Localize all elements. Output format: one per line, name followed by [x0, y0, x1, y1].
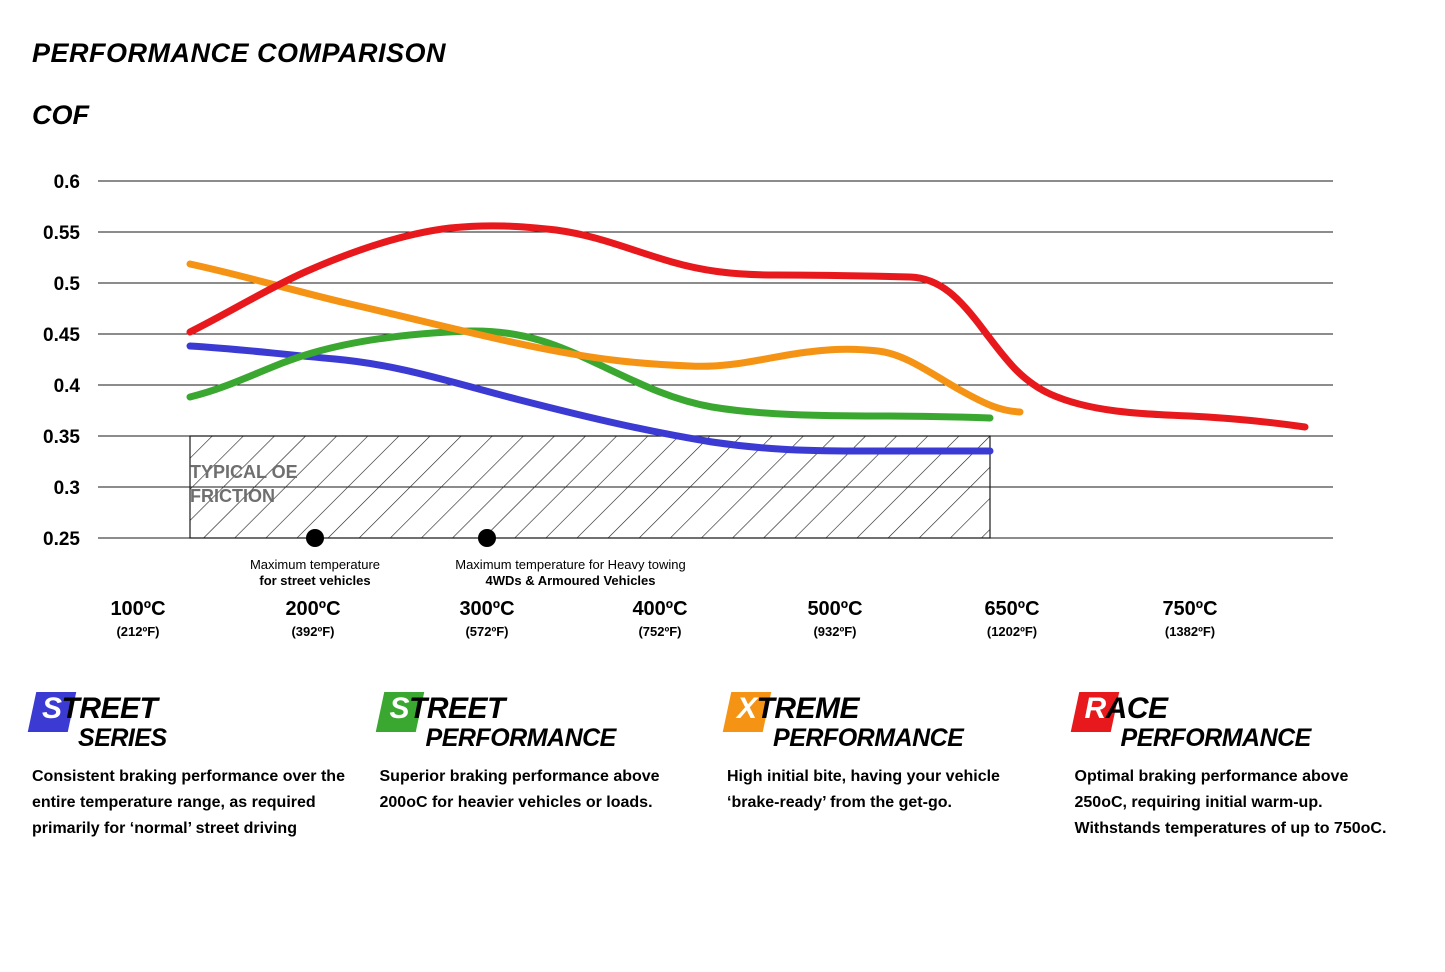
product-card-street-series: [32, 686, 380, 842]
oe-label-line1: TYPICAL OE: [190, 462, 298, 482]
logo-word1-text-race-performance: ACE: [1105, 692, 1168, 725]
logo-xtreme-performance: [727, 686, 1057, 756]
x-tick-100c-celsius: 100ºC: [110, 598, 166, 620]
x-tick-750c-celsius: 750ºC: [1162, 598, 1218, 620]
marker-dot-max-temp-towing: [478, 529, 496, 547]
y-tick-0: 0.6: [53, 172, 80, 193]
logo-word2-street-series: [78, 724, 167, 753]
marker-dot-max-temp-street: [306, 529, 324, 547]
annotation-max-temp-towing: [418, 557, 723, 590]
x-tick-100c-fahrenheit: (212ºF): [116, 624, 160, 639]
logo-word2-xtreme-performance: [773, 724, 963, 753]
logo-street-performance: [380, 686, 710, 756]
logo-word2-prefix-race-performance: P: [1120, 724, 1137, 752]
logo-race-performance: [1075, 686, 1405, 756]
x-tick-750c-fahrenheit: (1382ºF): [1164, 624, 1216, 639]
x-tick-500c: [755, 598, 915, 639]
chart-area: [0, 150, 1445, 580]
logo-word2-race-performance: [1121, 724, 1311, 753]
product-card-race-performance: [1075, 686, 1423, 842]
logo-badge-letter-street-performance: S: [389, 692, 410, 725]
product-description-race-performance: Optimal braking performance above 250oC, requiring initial warm-up. Withstands temperatures of up to 750oC.: [1074, 768, 1387, 837]
y-tick-5: 0.35: [43, 427, 80, 448]
logo-word2-text-race-performance: ERFORMANCE: [1136, 724, 1311, 752]
y-tick-7: 0.25: [43, 529, 80, 550]
x-tick-300c: [407, 598, 567, 639]
logo-word2-prefix-xtreme-performance: P: [773, 724, 790, 752]
logo-word1-race-performance: [1085, 692, 1168, 726]
logo-word2-text-street-series: ERIES: [94, 724, 167, 752]
series-line-xtreme-performance: [190, 264, 1020, 412]
page-title: PERFORMANCE COMPARISON: [32, 38, 447, 68]
annotation-towing-line1: Maximum temperature for Heavy towing: [455, 557, 686, 572]
logo-badge-letter-xtreme-performance: X: [737, 692, 757, 725]
logo-word1-text-street-performance: TREET: [409, 692, 505, 725]
logo-word2-street-performance: [426, 724, 616, 753]
logo-badge-letter-street-series: S: [42, 692, 62, 725]
x-tick-300c-fahrenheit: (572ºF): [465, 624, 509, 639]
product-description-street-performance: Superior braking performance above 200oC for heavier vehicles or loads.: [379, 768, 660, 811]
y-tick-2: 0.5: [53, 274, 80, 295]
x-tick-300c-celsius: 300ºC: [459, 598, 515, 620]
typical-oe-friction-label: [190, 460, 298, 509]
x-tick-400c-fahrenheit: (752ºF): [638, 624, 682, 639]
x-tick-500c-fahrenheit: (932ºF): [813, 624, 857, 639]
logo-word1-text-xtreme-performance: TREME: [756, 692, 860, 725]
x-tick-400c: [580, 598, 740, 639]
y-axis-title: COF: [32, 100, 89, 130]
y-tick-1: 0.55: [43, 223, 80, 244]
x-tick-100c: [58, 598, 218, 639]
x-tick-500c-celsius: 500ºC: [807, 598, 863, 620]
series-line-street-performance: [190, 331, 990, 418]
product-description-xtreme-performance: High initial bite, having your vehicle ‘brake-ready’ from the get-go.: [727, 768, 1000, 811]
x-tick-650c: [932, 598, 1092, 639]
logo-word1-xtreme-performance: [737, 692, 859, 726]
logo-badge-letter-race-performance: R: [1084, 692, 1106, 725]
chart-svg: [0, 150, 1445, 580]
x-tick-200c: [233, 598, 393, 639]
x-tick-650c-fahrenheit: (1202ºF): [986, 624, 1038, 639]
x-tick-650c-celsius: 650ºC: [984, 598, 1040, 620]
x-tick-200c-celsius: 200ºC: [285, 598, 341, 620]
annotation-towing-line2: 4WDs & Armoured Vehicles: [485, 573, 656, 589]
product-card-street-performance: [380, 686, 728, 842]
y-tick-6: 0.3: [53, 478, 80, 499]
annotation-street-line2: for street vehicles: [259, 573, 371, 589]
series-line-race-performance: [190, 226, 1305, 427]
x-axis-labels: [0, 598, 1445, 658]
product-legend: [32, 686, 1422, 842]
annotation-street-line1: Maximum temperature: [249, 557, 381, 572]
logo-word2-prefix-street-series: S: [78, 724, 95, 752]
product-card-xtreme-performance: [727, 686, 1075, 842]
annotation-max-temp-street: [225, 557, 405, 590]
y-tick-3: 0.45: [43, 325, 80, 346]
x-tick-750c: [1110, 598, 1270, 639]
x-tick-200c-fahrenheit: (392ºF): [291, 624, 335, 639]
logo-word2-text-street-performance: ERFORMANCE: [441, 724, 616, 752]
logo-word2-prefix-street-performance: P: [425, 724, 442, 752]
x-tick-400c-celsius: 400ºC: [632, 598, 688, 620]
y-tick-4: 0.4: [53, 376, 80, 397]
logo-word1-street-performance: [390, 692, 505, 726]
logo-street-series: [32, 686, 362, 756]
logo-word1-text-street-series: TREET: [61, 692, 158, 725]
oe-label-line2: FRICTION: [190, 486, 275, 507]
logo-word1-street-series: [42, 692, 157, 726]
product-description-street-series: Consistent braking performance over the entire temperature range, as required primarily for ‘normal’ street driving: [32, 768, 345, 837]
logo-word2-text-xtreme-performance: ERFORMANCE: [789, 724, 964, 752]
